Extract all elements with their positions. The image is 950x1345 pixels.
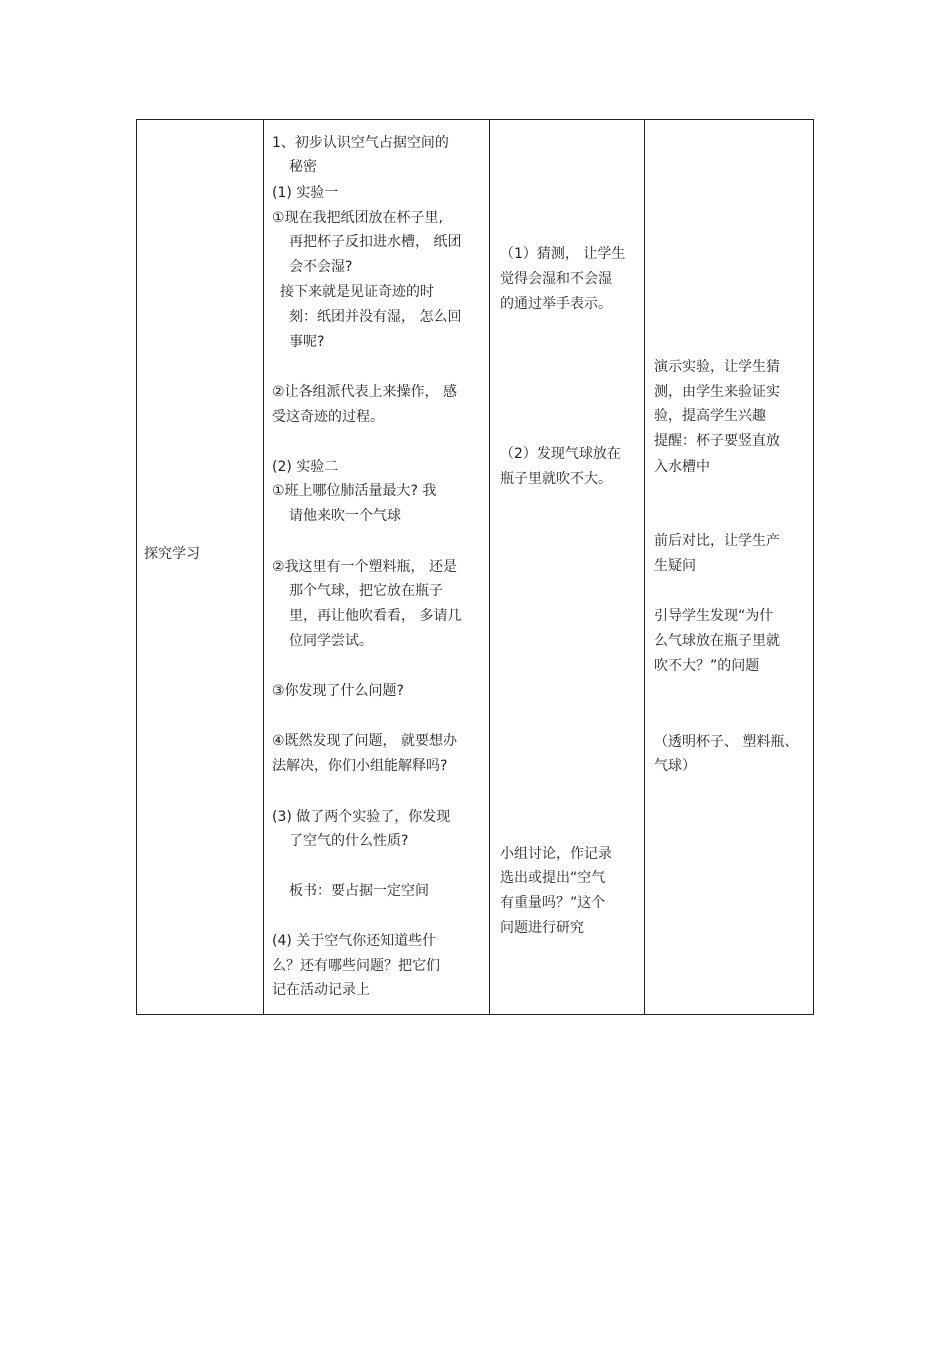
teacher-line: ③你发现了什么问题? bbox=[272, 683, 404, 699]
student-line: 瓶子里就吹不大。 bbox=[500, 471, 612, 487]
teacher-line: 再把杯子反扣进水槽， 纸团 bbox=[289, 234, 462, 250]
teacher-line: ①班上哪位肺活量最大? 我 bbox=[272, 483, 437, 499]
teacher-line: 接下来就是见证奇迹的时 bbox=[280, 284, 434, 300]
teacher-line: (3) 做了两个实验了，你发现 bbox=[272, 809, 451, 825]
intent-line: 测，由学生来验证实 bbox=[654, 384, 780, 400]
intent-line: 引导学生发现“为什 bbox=[654, 608, 774, 624]
teacher-line: 记在活动记录上 bbox=[272, 982, 370, 998]
intent-line: 提醒：杯子要竖直放 bbox=[654, 433, 780, 449]
teacher-line: 法解决，你们小组能解释吗? bbox=[272, 758, 448, 774]
intent-line: 演示实验，让学生猜 bbox=[654, 359, 780, 375]
teacher-line: (4) 关于空气你还知道些什 bbox=[272, 933, 437, 949]
student-line: 选出或提出“空气 bbox=[500, 870, 606, 886]
student-line: 小组讨论，作记录 bbox=[500, 846, 612, 862]
teacher-line: 秘密 bbox=[289, 159, 317, 175]
teacher-line: 么？还有哪些问题？把它们 bbox=[272, 958, 440, 974]
intent-line: 生疑问 bbox=[654, 558, 696, 574]
teacher-line: 1、初步认识空气占据空间的 bbox=[272, 135, 449, 151]
student-line: 的通过举手表示。 bbox=[500, 296, 612, 312]
column-divider-2 bbox=[489, 120, 490, 1014]
teacher-line: ②我这里有一个塑料瓶， 还是 bbox=[272, 559, 458, 575]
intent-line: 气球） bbox=[654, 758, 696, 774]
teacher-line: 会不会湿? bbox=[289, 259, 353, 275]
teacher-line: 板书：要占据一定空间 bbox=[289, 883, 429, 899]
teacher-line: 了空气的什么性质? bbox=[289, 833, 409, 849]
student-line: 有重量吗？”这个 bbox=[500, 895, 606, 911]
intent-line: 入水槽中 bbox=[654, 459, 710, 475]
column-divider-3 bbox=[644, 120, 645, 1014]
teacher-line: 刻：纸团并没有湿， 怎么回 bbox=[289, 309, 462, 325]
student-line: 问题进行研究 bbox=[500, 920, 584, 936]
intent-line: 前后对比，让学生产 bbox=[654, 533, 780, 549]
teacher-line: 里，再让他吹看看， 多请几 bbox=[289, 608, 462, 624]
intent-line: 吹不大？”的问题 bbox=[654, 658, 760, 674]
intent-line: 验，提高学生兴趣 bbox=[654, 408, 766, 424]
teacher-line: 事呢? bbox=[289, 334, 325, 350]
intent-line: （透明杯子、 塑料瓶、 bbox=[654, 734, 799, 750]
lesson-plan-table bbox=[136, 119, 814, 1015]
student-line: （1）猜测， 让学生 bbox=[500, 246, 626, 262]
stage-label: 探究学习 bbox=[144, 546, 200, 562]
column-divider-1 bbox=[263, 120, 264, 1014]
teacher-line: (1) 实验一 bbox=[272, 185, 339, 201]
intent-line: 么气球放在瓶子里就 bbox=[654, 633, 780, 649]
teacher-line: 位同学尝试。 bbox=[289, 633, 373, 649]
teacher-line: ②让各组派代表上来操作， 感 bbox=[272, 384, 458, 400]
teacher-line: ①现在我把纸团放在杯子里, bbox=[272, 210, 444, 226]
teacher-line: 受这奇迹的过程。 bbox=[272, 409, 384, 425]
teacher-line: 请他来吹一个气球 bbox=[289, 508, 401, 524]
teacher-line: ④既然发现了问题， 就要想办 bbox=[272, 733, 458, 749]
stage-cell bbox=[137, 120, 263, 1014]
teacher-line: (2) 实验二 bbox=[272, 459, 339, 475]
student-line: （2）发现气球放在 bbox=[500, 446, 621, 462]
teacher-line: 那个气球，把它放在瓶子 bbox=[289, 583, 443, 599]
student-line: 觉得会湿和不会湿 bbox=[500, 271, 612, 287]
